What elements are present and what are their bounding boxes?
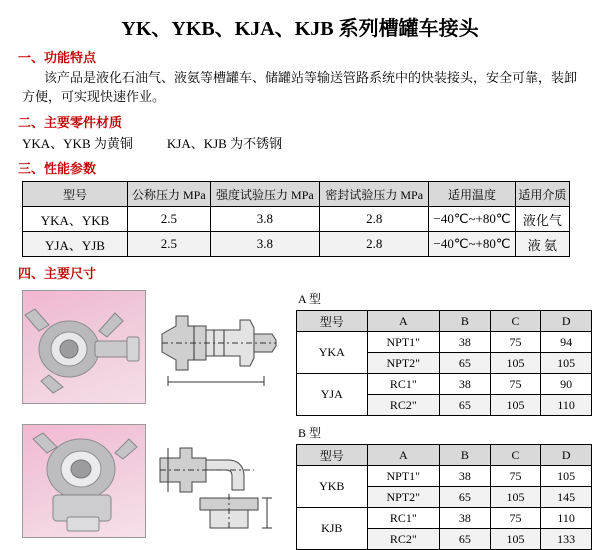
dimensions-section bbox=[0, 290, 600, 550]
technical-drawing-b bbox=[154, 424, 282, 536]
spec-b-col-model: 型号 bbox=[297, 445, 368, 466]
spec-b-cell: KJB bbox=[297, 508, 368, 550]
spec-a-cell: 105 bbox=[541, 353, 592, 374]
dimension-row-b bbox=[22, 424, 600, 550]
table-row bbox=[297, 466, 592, 487]
perf-cell: YKA、YKB bbox=[23, 207, 128, 232]
spec-b-cell: RC1" bbox=[367, 508, 440, 529]
spec-b-cell: 38 bbox=[440, 508, 491, 529]
spec-b-cell: YKB bbox=[297, 466, 368, 508]
perf-col-strength: 强度试验压力 MPa bbox=[210, 182, 319, 207]
spec-b-col-a: A bbox=[367, 445, 440, 466]
perf-col-model: 型号 bbox=[23, 182, 128, 207]
spec-block-a bbox=[296, 290, 592, 416]
technical-drawing-a bbox=[154, 290, 282, 402]
perf-cell: 2.8 bbox=[320, 232, 429, 257]
product-photo-a bbox=[22, 290, 146, 404]
spec-a-col-model: 型号 bbox=[297, 311, 368, 332]
perf-cell: 2.8 bbox=[320, 207, 429, 232]
spec-a-cell: RC1" bbox=[367, 374, 440, 395]
spec-a-col-c: C bbox=[490, 311, 541, 332]
spec-a-col-d: D bbox=[541, 311, 592, 332]
section-heading-features: 一、功能特点 bbox=[18, 50, 97, 65]
spec-b-cell: RC2" bbox=[367, 529, 440, 550]
section-heading-materials: 二、主要零件材质 bbox=[18, 115, 123, 130]
materials-line bbox=[22, 133, 600, 152]
spec-b-cell: 75 bbox=[490, 508, 541, 529]
perf-col-seal: 密封试验压力 MPa bbox=[320, 182, 429, 207]
spec-b-col-d: D bbox=[541, 445, 592, 466]
spec-a-cell: YKA bbox=[297, 332, 368, 374]
spec-b-cell: 145 bbox=[541, 487, 592, 508]
perf-cell: 2.5 bbox=[128, 232, 211, 257]
perf-cell: 2.5 bbox=[128, 207, 211, 232]
page-title: YK、YKB、KJA、KJB 系列槽罐车接头 bbox=[121, 18, 479, 40]
table-row bbox=[297, 374, 592, 395]
table-row bbox=[297, 508, 592, 529]
table-row bbox=[23, 232, 570, 257]
perf-col-temp: 适用温度 bbox=[429, 182, 515, 207]
spec-a-col-a: A bbox=[367, 311, 440, 332]
spec-b-cell: 105 bbox=[490, 529, 541, 550]
table-header-row bbox=[23, 182, 570, 207]
perf-cell: 液 氨 bbox=[515, 232, 569, 257]
spec-a-cell: YJA bbox=[297, 374, 368, 416]
spec-b-cell: 110 bbox=[541, 508, 592, 529]
table-row bbox=[297, 332, 592, 353]
spec-a-cell: 75 bbox=[490, 374, 541, 395]
perf-cell: −40℃~+80℃ bbox=[429, 207, 515, 232]
perf-cell: −40℃~+80℃ bbox=[429, 232, 515, 257]
perf-col-nominal: 公称压力 MPa bbox=[128, 182, 211, 207]
spec-b-cell: 75 bbox=[490, 466, 541, 487]
spec-b-cell: 38 bbox=[440, 466, 491, 487]
spec-b-col-c: C bbox=[490, 445, 541, 466]
drawing-b-svg bbox=[154, 424, 282, 536]
spec-a-cell: RC2" bbox=[367, 395, 440, 416]
perf-cell: YJA、YJB bbox=[23, 232, 128, 257]
spec-a-cell: NPT1" bbox=[367, 332, 440, 353]
spec-b-cell: 105 bbox=[541, 466, 592, 487]
table-header-row bbox=[297, 445, 592, 466]
spec-block-b bbox=[296, 424, 592, 550]
perf-cell: 3.8 bbox=[210, 232, 319, 257]
perf-cell: 液化气 bbox=[515, 207, 569, 232]
document-page bbox=[0, 12, 600, 546]
dimension-row-a bbox=[22, 290, 600, 416]
spec-a-cell: 38 bbox=[440, 374, 491, 395]
spec-a-cell: 65 bbox=[440, 395, 491, 416]
spec-a-cell: 110 bbox=[541, 395, 592, 416]
features-text: 该产品是液化石油气、液氨等槽罐车、储罐站等输送管路系统中的快装接头，安全可靠，装卸方便，可实现快速作业。 bbox=[22, 70, 578, 104]
spec-a-col-b: B bbox=[440, 311, 491, 332]
spec-a-cell: 38 bbox=[440, 332, 491, 353]
spec-a-cell: 94 bbox=[541, 332, 592, 353]
spec-b-cell: NPT2" bbox=[367, 487, 440, 508]
performance-table bbox=[22, 181, 570, 257]
spec-a-cell: NPT2" bbox=[367, 353, 440, 374]
features-paragraph bbox=[22, 68, 578, 106]
spec-a-cell: 105 bbox=[490, 395, 541, 416]
spec-a-cell: 65 bbox=[440, 353, 491, 374]
spec-label-a: A 型 bbox=[298, 292, 322, 306]
section-heading-dimensions: 四、主要尺寸 bbox=[18, 266, 97, 281]
spec-label-b: B 型 bbox=[298, 426, 322, 440]
spec-b-cell: 65 bbox=[440, 487, 491, 508]
spec-b-col-b: B bbox=[440, 445, 491, 466]
table-row bbox=[23, 207, 570, 232]
spec-b-cell: NPT1" bbox=[367, 466, 440, 487]
spec-a-cell: 105 bbox=[490, 353, 541, 374]
perf-col-medium: 适用介质 bbox=[515, 182, 569, 207]
perf-cell: 3.8 bbox=[210, 207, 319, 232]
materials-right: KJA、KJB 为不锈钢 bbox=[166, 136, 283, 151]
photo-a-illustration bbox=[23, 291, 145, 403]
spec-b-cell: 65 bbox=[440, 529, 491, 550]
spec-a-cell: 90 bbox=[541, 374, 592, 395]
spec-b-cell: 133 bbox=[541, 529, 592, 550]
section-heading-performance: 三、性能参数 bbox=[18, 161, 97, 176]
spec-a-cell: 75 bbox=[490, 332, 541, 353]
spec-b-cell: 105 bbox=[490, 487, 541, 508]
spec-table-a bbox=[296, 310, 592, 416]
product-photo-b bbox=[22, 424, 146, 538]
materials-left: YKA、YKB 为黄铜 bbox=[22, 136, 133, 151]
photo-b-illustration bbox=[23, 425, 145, 537]
table-header-row bbox=[297, 311, 592, 332]
spec-table-b bbox=[296, 444, 592, 550]
drawing-a-svg bbox=[154, 290, 282, 402]
